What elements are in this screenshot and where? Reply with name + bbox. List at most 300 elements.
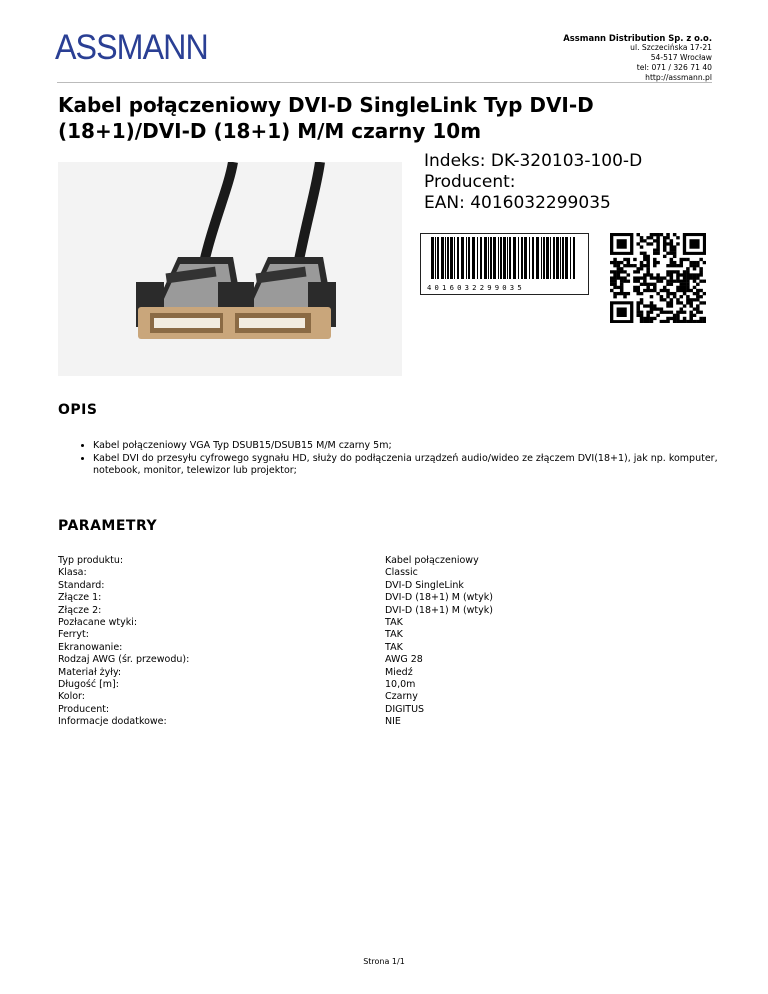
qr-module [676, 301, 680, 304]
qr-module [686, 280, 690, 283]
qr-module [699, 289, 703, 292]
qr-module [610, 283, 614, 286]
qr-module [643, 264, 647, 267]
qr-module [666, 311, 670, 314]
qr-module [696, 295, 700, 298]
parameter-label: Typ produktu: [58, 555, 124, 566]
parameter-row [58, 704, 493, 716]
qr-module [663, 311, 667, 314]
qr-module [673, 295, 677, 298]
parameter-row [58, 617, 493, 629]
qr-module [686, 289, 690, 292]
qr-module [670, 249, 674, 252]
qr-module [640, 276, 644, 279]
qr-module [636, 292, 640, 295]
qr-module [699, 270, 703, 273]
qr-module [656, 280, 660, 283]
qr-module [683, 317, 687, 320]
qr-module [689, 239, 699, 249]
qr-module [650, 233, 654, 236]
qr-module [670, 273, 674, 276]
qr-module [650, 320, 654, 323]
qr-module [613, 276, 617, 279]
qr-module [653, 283, 657, 286]
parameter-value: DIGITUS [385, 703, 425, 715]
qr-module [673, 252, 677, 255]
website-link[interactable]: http://assmann.pl [645, 73, 712, 82]
qr-module [627, 264, 631, 267]
qr-module [693, 298, 697, 301]
barcode-bar [541, 237, 542, 279]
parameter-value: Kabel połączeniowy [385, 555, 479, 566]
qr-module [617, 292, 621, 295]
parameter-label: Długość [m]: [58, 679, 119, 691]
qr-module [656, 314, 660, 317]
qr-module [683, 273, 687, 276]
parameter-label: Ekranowanie: [58, 641, 123, 653]
qr-module [656, 236, 660, 239]
qr-module [650, 236, 654, 239]
barcode-bar [457, 237, 459, 279]
qr-module [663, 286, 667, 289]
qr-module [689, 317, 693, 320]
qr-module [703, 320, 706, 323]
qr-module [673, 255, 677, 258]
qr-module [696, 264, 700, 267]
qr-module [693, 267, 697, 270]
qr-module [613, 292, 617, 295]
qr-module [643, 317, 647, 320]
parameter-value: NIE [385, 716, 401, 728]
qr-module [646, 311, 650, 314]
qr-module [689, 289, 693, 292]
qr-module [666, 317, 670, 320]
qr-module [673, 233, 677, 236]
barcode-bar [513, 237, 516, 279]
barcode-bar [565, 237, 568, 279]
qr-module [620, 283, 624, 286]
qr-module [683, 276, 687, 279]
barcode-bar [550, 237, 551, 279]
barcode-bar [477, 237, 478, 279]
parameter-value: Classic [385, 567, 418, 579]
qr-module [686, 286, 690, 289]
barcode-bar [521, 237, 523, 279]
qr-module [663, 255, 667, 258]
qr-module [636, 276, 640, 279]
barcode-bar [509, 237, 511, 279]
qr-module [617, 264, 621, 267]
qr-module [636, 289, 640, 292]
qr-module [633, 270, 637, 273]
qr-module [610, 270, 614, 273]
qr-module [670, 245, 674, 248]
qr-module [670, 270, 674, 273]
qr-module [656, 273, 660, 276]
qr-module [673, 317, 677, 320]
qr-module [696, 298, 700, 301]
qr-module [646, 264, 650, 267]
qr-module [663, 245, 667, 248]
qr-module [650, 283, 654, 286]
qr-module [620, 270, 624, 273]
qr-module [620, 289, 624, 292]
qr-module [660, 276, 664, 279]
company-name: Assmann Distribution Sp. z o.o. [563, 33, 712, 43]
qr-module [676, 320, 680, 323]
qr-module [666, 252, 670, 255]
qr-module [620, 280, 624, 283]
barcode-bar [445, 237, 446, 279]
qr-module [683, 320, 687, 323]
qr-module [680, 311, 684, 314]
qr-module [633, 280, 637, 283]
qr-module [650, 289, 654, 292]
barcode-bar [529, 237, 530, 279]
qr-module [660, 307, 664, 310]
barcode-bar [490, 237, 492, 279]
qr-module [699, 258, 703, 261]
qr-module [680, 280, 684, 283]
qr-module [623, 276, 627, 279]
qr-module [640, 236, 644, 239]
parameter-row [58, 716, 493, 728]
qr-module [643, 276, 647, 279]
qr-module [636, 270, 640, 273]
qr-module [640, 301, 644, 304]
qr-module [670, 252, 674, 255]
parameter-value: AWG 28 [385, 654, 423, 666]
barcode-bar [546, 237, 549, 279]
qr-module [663, 249, 667, 252]
barcode-bar [518, 237, 519, 279]
qr-module [640, 267, 644, 270]
qr-module [650, 273, 654, 276]
barcode-bar [450, 237, 453, 279]
qr-module [699, 295, 703, 298]
barcode-bar [562, 237, 564, 279]
parameter-label: Informacje dodatkowe: [58, 716, 167, 728]
parameter-row [58, 679, 493, 691]
qr-module [676, 270, 680, 273]
qr-module [617, 307, 627, 317]
qr-module [683, 258, 687, 261]
parameter-label: Producent: [58, 703, 110, 715]
barcode-bar [498, 237, 499, 279]
qr-module [673, 270, 677, 273]
qr-module [660, 311, 664, 314]
qr-module [646, 283, 650, 286]
qr-module [663, 320, 667, 323]
qr-module [643, 255, 647, 258]
qr-module [680, 307, 684, 310]
qr-module [696, 261, 700, 264]
qr-module [686, 301, 690, 304]
qr-module [636, 304, 640, 307]
barcode-bar [503, 237, 506, 279]
barcode-bar [543, 237, 545, 279]
ean-barcode [420, 233, 589, 295]
qr-module [623, 264, 627, 267]
qr-module [643, 280, 647, 283]
qr-module [689, 261, 693, 264]
qr-module [640, 239, 644, 242]
parameter-value: DVI-D SingleLink [385, 579, 464, 591]
qr-module [666, 304, 670, 307]
qr-module [666, 295, 670, 298]
qr-module [610, 280, 614, 283]
qr-module [660, 280, 664, 283]
qr-module [670, 298, 674, 301]
qr-module [683, 304, 687, 307]
qr-module [643, 304, 647, 307]
qr-module [703, 301, 706, 304]
qr-module [636, 233, 640, 236]
barcode-bar [507, 237, 508, 279]
qr-module [693, 261, 697, 264]
barcode-digits: 4016032299035 [427, 283, 525, 292]
parameter-label: Klasa: [58, 567, 87, 579]
product-index: Indeks: DK-320103-100-D [424, 151, 643, 171]
qr-module [633, 276, 637, 279]
qr-module [610, 261, 614, 264]
qr-module [696, 304, 700, 307]
qr-module [650, 304, 654, 307]
qr-module [670, 283, 674, 286]
qr-module [699, 311, 703, 314]
qr-module [673, 264, 677, 267]
qr-module [670, 292, 674, 295]
qr-module [650, 276, 654, 279]
qr-module [696, 289, 700, 292]
qr-module [686, 267, 690, 270]
qr-module [633, 286, 637, 289]
qr-module [633, 258, 637, 261]
parameter-value: Czarny [385, 691, 418, 703]
qr-module [666, 233, 670, 236]
qr-module [670, 311, 674, 314]
qr-module [636, 242, 640, 245]
qr-module [646, 286, 650, 289]
qr-module [689, 301, 693, 304]
qr-module [646, 261, 650, 264]
qr-module [640, 317, 644, 320]
qr-module [689, 320, 693, 323]
qr-module [646, 267, 650, 270]
parameter-label: Materiał żyły: [58, 666, 122, 678]
parameter-value: TAK [385, 617, 403, 629]
phone-line: tel: 071 / 326 71 40 [636, 63, 712, 72]
barcode-bar [536, 237, 539, 279]
qr-module [636, 311, 640, 314]
qr-module [646, 289, 650, 292]
qr-module [686, 295, 690, 298]
qr-module [666, 289, 670, 292]
qr-module [643, 258, 647, 261]
qr-module [620, 286, 624, 289]
barcode-bar [435, 237, 436, 279]
qr-module [623, 258, 627, 261]
qr-module [617, 267, 621, 270]
qr-module [643, 320, 647, 323]
qr-module [686, 270, 690, 273]
qr-module [660, 233, 664, 236]
qr-module [653, 276, 657, 279]
qr-module [623, 292, 627, 295]
qr-module [663, 276, 667, 279]
qr-module [620, 261, 624, 264]
qr-module [676, 264, 680, 267]
qr-module [617, 239, 627, 249]
qr-module [640, 311, 644, 314]
qr-module [663, 236, 667, 239]
qr-module [640, 261, 644, 264]
address-line: ul. Szczecińska 17-21 [630, 43, 712, 52]
qr-module [636, 314, 640, 317]
qr-module [699, 280, 703, 283]
qr-module [670, 239, 674, 242]
qr-module [640, 314, 644, 317]
qr-module [693, 280, 697, 283]
qr-module [620, 267, 624, 270]
parameter-value: Miedź [385, 666, 413, 678]
qr-module [670, 304, 674, 307]
qr-module [653, 239, 657, 242]
company-info [563, 33, 712, 83]
barcode-bar [431, 237, 434, 279]
barcode-bar [532, 237, 534, 279]
qr-module [650, 295, 654, 298]
description-heading: OPIS [58, 402, 98, 418]
qr-module [670, 280, 674, 283]
qr-module [663, 239, 667, 242]
qr-module [636, 280, 640, 283]
qr-module [627, 292, 631, 295]
qr-module [683, 286, 687, 289]
parameter-value: TAK [385, 641, 403, 653]
qr-module [666, 236, 670, 239]
product-ean: EAN: 4016032299035 [424, 193, 611, 213]
qr-module [666, 270, 670, 273]
qr-module [686, 276, 690, 279]
product-producer: Producent: [424, 172, 516, 192]
barcode-bar [484, 237, 487, 279]
qr-module [617, 286, 621, 289]
qr-module [646, 270, 650, 273]
qr-module [650, 301, 654, 304]
qr-module [683, 292, 687, 295]
parameter-row [58, 567, 493, 579]
qr-module [683, 280, 687, 283]
qr-module [683, 270, 687, 273]
qr-module [676, 317, 680, 320]
qr-module [673, 261, 677, 264]
qr-module [666, 283, 670, 286]
qr-module [613, 270, 617, 273]
parameter-row [58, 580, 493, 592]
barcode-bar [560, 237, 561, 279]
qr-module [683, 289, 687, 292]
qr-module [653, 304, 657, 307]
qr-module [627, 280, 631, 283]
qr-code [610, 233, 706, 323]
qr-module [627, 258, 631, 261]
qr-module [646, 242, 650, 245]
barcode-bar [437, 237, 439, 279]
qr-module [653, 264, 657, 267]
qr-module [663, 298, 667, 301]
qr-module [617, 261, 621, 264]
qr-module [640, 292, 644, 295]
barcode-bar [553, 237, 555, 279]
qr-module [656, 307, 660, 310]
qr-module [673, 320, 677, 323]
parameter-label: Złącze 2: [58, 604, 102, 616]
qr-module [673, 292, 677, 295]
qr-module [656, 233, 660, 236]
qr-module [613, 273, 617, 276]
qr-module [670, 317, 674, 320]
qr-module [613, 264, 617, 267]
qr-module [610, 276, 614, 279]
parameters-heading: PARAMETRY [58, 518, 158, 534]
qr-module [680, 258, 684, 261]
qr-module [610, 289, 614, 292]
barcode-bar [454, 237, 455, 279]
qr-module [670, 261, 674, 264]
parameter-value: DVI-D (18+1) M (wtyk) [385, 604, 493, 616]
qr-module [676, 276, 680, 279]
parameter-value: DVI-D (18+1) M (wtyk) [385, 592, 493, 604]
barcode-bars [431, 237, 579, 279]
qr-module [653, 249, 657, 252]
qr-module [686, 273, 690, 276]
qr-module [646, 304, 650, 307]
parameter-row [58, 642, 493, 654]
parameter-row [58, 605, 493, 617]
qr-module [680, 264, 684, 267]
qr-module [693, 276, 697, 279]
qr-module [696, 273, 700, 276]
qr-module [666, 301, 670, 304]
qr-module [699, 320, 703, 323]
qr-module [656, 292, 660, 295]
parameters-table [58, 555, 493, 729]
qr-module [683, 283, 687, 286]
parameter-label: Standard: [58, 579, 105, 591]
qr-module [646, 317, 650, 320]
qr-module [686, 320, 690, 323]
qr-module [646, 320, 650, 323]
qr-module [689, 264, 693, 267]
qr-module [623, 295, 627, 298]
qr-module [656, 276, 660, 279]
qr-module [676, 298, 680, 301]
product-title: Kabel połączeniowy DVI-D SingleLink Typ DVI-D (18+1)/DVI-D (18+1) M/M czarny 10m [58, 93, 594, 143]
parameter-value: 10,0m [385, 679, 416, 691]
parameter-label: Złącze 1: [58, 592, 102, 604]
parameter-label: Pozłacane wtyki: [58, 617, 138, 629]
qr-module [643, 252, 647, 255]
barcode-bar [472, 237, 475, 279]
qr-module [680, 320, 684, 323]
qr-module [656, 245, 660, 248]
address-line: 54-517 Wrocław [650, 53, 712, 62]
qr-module [656, 249, 660, 252]
qr-module [623, 280, 627, 283]
qr-module [636, 307, 640, 310]
qr-module [663, 242, 667, 245]
